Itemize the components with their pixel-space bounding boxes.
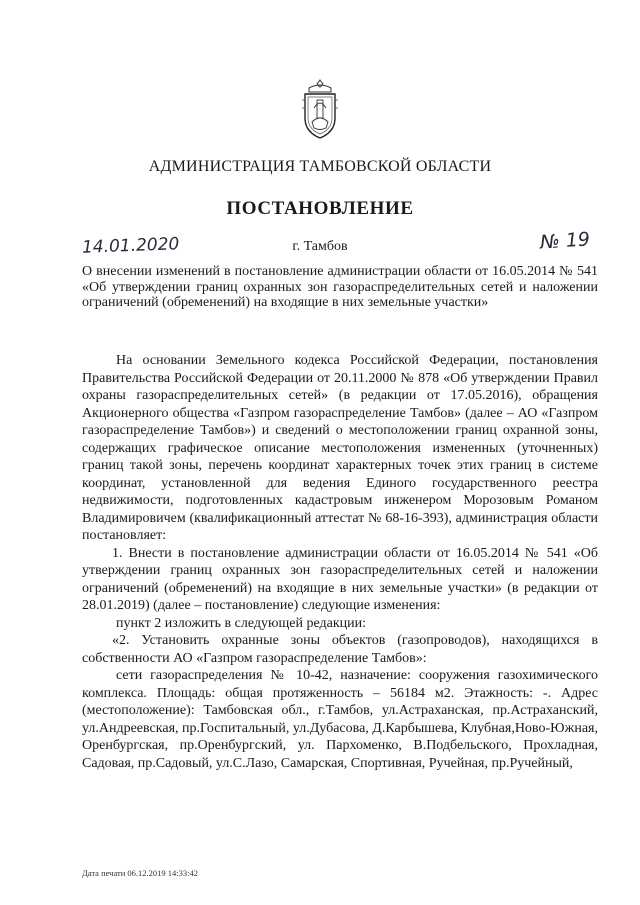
- quoted-item-paragraph: «2. Установить охранные зоны объектов (газопроводов), находящихся в собственности АО «Газпром газораспределение Тамбов»:: [82, 633, 598, 666]
- network-description-paragraph: сети газораспределения № 10-42, назначение: сооружения газохимического комплекса. Площадь: общая протяженность – 56184 м2. Этажность: -. Адрес (местоположение): Тамбовская обл., г.Тамбов, ул.Астраханская, пр.Астраханский, ул.Андреевская, пр.Госпитальный, ул.Дубасова, Д.Карбышева, Клубная,Ново-Южная, Оренбургская, пр.Оренбургский, ул. Пархоменко, В.Подбельского, Прохладная, Садовая, пр.Садовый, ул.С.Лазо, Самарская, Спортивная, Ручейная, пр.Ручейный,: [82, 668, 598, 771]
- preamble-paragraph: На основании Земельного кодекса Российской Федерации, постановления Правительства Российской Федерации от 20.11.2000 № 878 «Об утверждении Правил охраны газораспределительных сетей» (в редакции от 17.05.2016), обращения Акционерного общества «Газпром газораспределение Тамбов» (далее – АО «Газпром газораспределение Тамбов») и сведений о местоположении границ охранной зоны, содержащих графическое описание местоположения измененных (уточненных) границ такой зоны, перечень координат характерных точек этих границ в системе координат, установленной для ведения Единого государственного реестра недвижимости, подготовленных кадастровым инженером Морозовым Романом Владимировичем (квалификационный аттестат № 68-16-393), администрация области постановляет:: [82, 353, 598, 543]
- document-body: [82, 352, 598, 772]
- document-type: ПОСТАНОВЛЕНИЕ: [226, 198, 414, 219]
- item-1-subparagraph: пункт 2 изложить в следующей редакции:: [116, 615, 366, 631]
- coat-of-arms-icon: [299, 78, 341, 140]
- document-city: г. Тамбов: [292, 239, 348, 254]
- print-date: Дата печати 06.12.2019 14:33:42: [82, 868, 198, 878]
- document-subject: О внесении изменений в постановление администрации области от 16.05.2014 № 541 «Об утверждении границ охранных зон газораспределительных сетей и наложении ограничений (обременений) на входящие в них земельные участки»: [82, 264, 598, 310]
- authority-name: АДМИНИСТРАЦИЯ ТАМБОВСКОЙ ОБЛАСТИ: [148, 158, 492, 175]
- handwritten-date: 14.01.2020: [81, 234, 180, 258]
- handwritten-number: № 19: [539, 228, 591, 254]
- item-1-paragraph: 1. Внести в постановление администрации области от 16.05.2014 № 541 «Об утверждении границ охранных зон газораспределительных сетей и наложении ограничений (обременений) на входящие в них земельные участки» (в редакции от 28.01.2019) (далее – постановление) следующие изменения:: [82, 545, 598, 613]
